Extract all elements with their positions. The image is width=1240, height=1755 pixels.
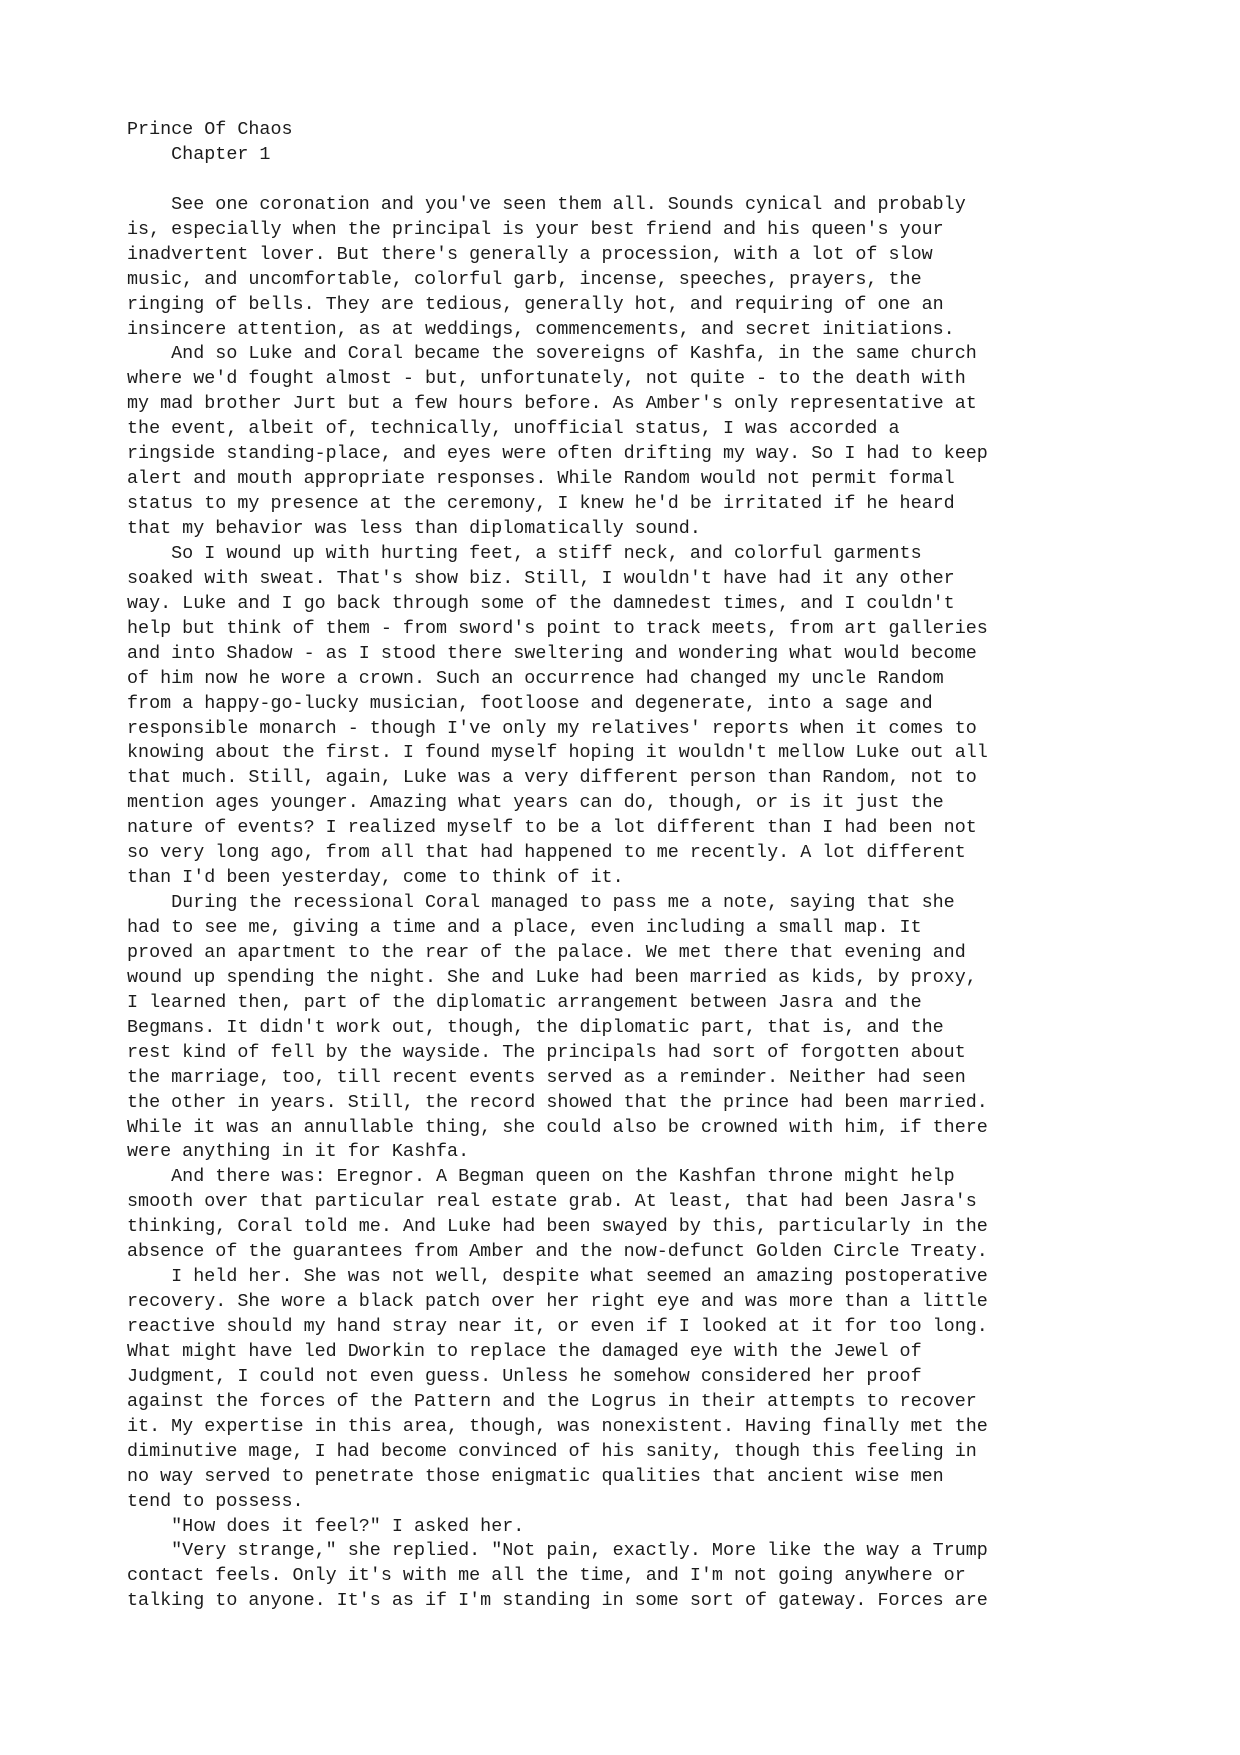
text-line: no way served to penetrate those enigmatic qualities that ancient wise men [127,1465,944,1487]
text-line: responsible monarch - though I've only my relatives' reports when it comes to [127,717,977,739]
text-line: is, especially when the principal is your best friend and his queen's your [127,218,944,240]
text-line: and into Shadow - as I stood there sweltering and wondering what would become [127,642,977,664]
text-line: "Very strange," she replied. "Not pain, exactly. More like the way a Trump [127,1540,988,1562]
text-line: mention ages younger. Amazing what years can do, though, or is it just the [127,792,944,814]
text-line: Judgment, I could not even guess. Unless he somehow considered her proof [127,1365,922,1387]
body-text [127,193,1127,1614]
text-line: help but think of them - from sword's point to track meets, from art galleries [127,617,988,639]
text-line: tend to possess. [127,1490,304,1512]
chapter-heading: Chapter 1 [127,143,271,165]
text-line: What might have led Dworkin to replace the damaged eye with the Jewel of [127,1340,922,1362]
text-line: diminutive mage, I had become convinced of his sanity, though this feeling in [127,1440,977,1462]
text-line: While it was an annullable thing, she could also be crowned with him, if there [127,1116,988,1138]
text-line: so very long ago, from all that had happened to me recently. A lot different [127,842,966,864]
text-line: Begmans. It didn't work out, though, the diplomatic part, that is, and the [127,1016,944,1038]
text-line: proved an apartment to the rear of the palace. We met there that evening and [127,941,966,963]
text-line: I learned then, part of the diplomatic arrangement between Jasra and the [127,991,922,1013]
text-line: insincere attention, as at weddings, commencements, and secret initiations. [127,318,955,340]
text-line: that much. Still, again, Luke was a very different person than Random, not to [127,767,977,789]
text-line: During the recessional Coral managed to pass me a note, saying that she [127,892,955,914]
text-line: were anything in it for Kashfa. [127,1141,470,1163]
text-line: alert and mouth appropriate responses. While Random would not permit formal [127,468,955,490]
text-line: wound up spending the night. She and Luke had been married as kids, by proxy, [127,966,977,988]
text-line: rest kind of fell by the wayside. The principals had sort of forgotten about [127,1041,966,1063]
text-line: I held her. She was not well, despite what seemed an amazing postoperative [127,1266,988,1288]
text-line: that my behavior was less than diplomatically sound. [127,518,701,539]
text-line: music, and uncomfortable, colorful garb, incense, speeches, prayers, the [127,268,922,290]
text-line: ringing of bells. They are tedious, generally hot, and requiring of one an [127,293,944,315]
text-line: thinking, Coral told me. And Luke had been swayed by this, particularly in the [127,1216,988,1238]
text-line: recovery. She wore a black patch over her right eye and was more than a little [127,1291,988,1313]
text-line: had to see me, giving a time and a place, even including a small map. It [127,917,922,938]
text-line: talking to anyone. It's as if I'm standing in some sort of gateway. Forces are [127,1590,988,1612]
text-line: contact feels. Only it's with me all the time, and I'm not going anywhere or [127,1565,966,1587]
text-line: And so Luke and Coral became the sovereigns of Kashfa, in the same church [127,343,977,365]
text-line: of him now he wore a crown. Such an occurrence had changed my uncle Random [127,667,944,689]
text-line: knowing about the first. I found myself hoping it wouldn't mellow Luke out all [127,742,988,764]
text-line: absence of the guarantees from Amber and the now-defunct Golden Circle Treaty. [127,1241,988,1263]
text-line: than I'd been yesterday, come to think of it. [127,867,624,889]
document-title: Prince Of Chaos [127,119,293,140]
text-line: reactive should my hand stray near it, or even if I looked at it for too long. [127,1316,988,1337]
text-line: my mad brother Jurt but a few hours before. As Amber's only representative at [127,393,977,415]
text-line: nature of events? I realized myself to be a lot different than I had been not [127,817,977,839]
text-line: the marriage, too, till recent events served as a reminder. Neither had seen [127,1066,966,1088]
text-line: status to my presence at the ceremony, I knew he'd be irritated if he heard [127,493,955,515]
text-line: See one coronation and you've seen them all. Sounds cynical and probably [127,193,966,215]
text-line: way. Luke and I go back through some of the damnedest times, and I couldn't [127,592,955,614]
blank-line [127,168,1127,193]
text-line: So I wound up with hurting feet, a stiff neck, and colorful garments [127,542,922,564]
text-line: from a happy-go-lucky musician, footloose and degenerate, into a sage and [127,692,933,714]
text-line: against the forces of the Pattern and the Logrus in their attempts to recover [127,1390,977,1412]
text-line: inadvertent lover. But there's generally a procession, with a lot of slow [127,243,933,265]
text-line: where we'd fought almost - but, unfortunately, not quite - to the death with [127,368,966,390]
text-line: smooth over that particular real estate grab. At least, that had been Jasra's [127,1191,977,1213]
text-line: the other in years. Still, the record showed that the prince had been married. [127,1091,988,1113]
text-line: ringside standing-place, and eyes were often drifting my way. So I had to keep [127,443,988,465]
text-line: "How does it feel?" I asked her. [127,1515,525,1537]
text-line: soaked with sweat. That's show biz. Still, I wouldn't have had it any other [127,567,955,589]
text-line: the event, albeit of, technically, unofficial status, I was accorded a [127,418,900,440]
text-line: And there was: Eregnor. A Begman queen on the Kashfan throne might help [127,1166,955,1188]
document-page [127,118,1127,1614]
text-line: it. My expertise in this area, though, was nonexistent. Having finally met the [127,1415,988,1437]
